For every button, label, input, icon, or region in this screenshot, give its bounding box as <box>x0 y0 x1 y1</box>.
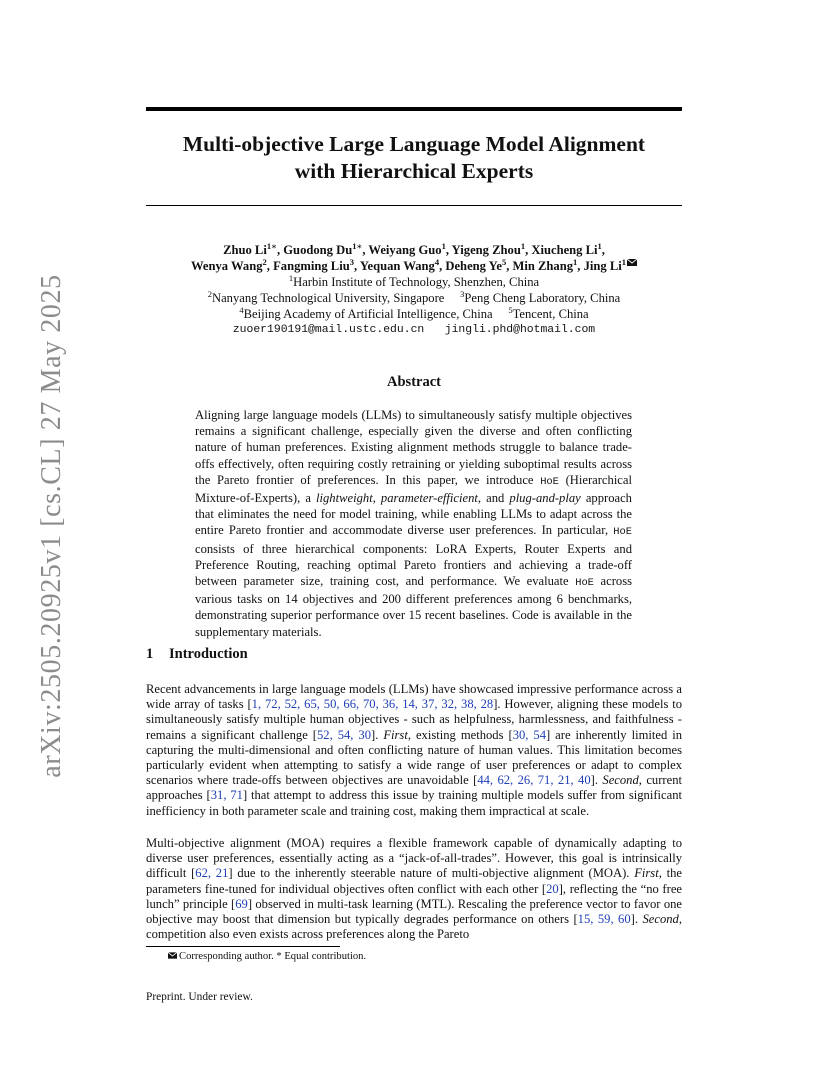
citation-link[interactable]: 1, 72, 52, 65, 50, 66, 70, 36, 14, 37, 32, 38, 28 <box>251 697 494 712</box>
author-affiliation-mark: 4 <box>434 256 440 267</box>
envelope-icon <box>168 952 177 959</box>
arxiv-identifier <box>36 274 67 778</box>
title-line-2: with Hierarchical Experts <box>294 159 534 183</box>
citation-link[interactable]: 69 <box>235 896 248 911</box>
affiliation-mark: 5 <box>508 304 513 315</box>
section-number: 1 <box>146 646 154 662</box>
author-affiliation-mark: 1∗ <box>352 240 363 251</box>
affiliation-mark: 3 <box>460 288 465 299</box>
citation-link[interactable]: 31, 71 <box>210 788 243 803</box>
affiliation-mark: 1 <box>288 272 294 283</box>
author-name: Deheng Ye <box>445 259 502 273</box>
affiliation: Beijing Academy of Artificial Intelligence, China <box>243 307 493 321</box>
author-name: Min Zhang <box>512 259 574 273</box>
citation-link[interactable]: 62, 21 <box>195 866 229 881</box>
author-affiliation-mark: 1 <box>441 240 446 251</box>
author-affiliation-mark: 2 <box>262 256 267 267</box>
author-name: Xiucheng Li <box>531 243 598 257</box>
author-block <box>146 242 682 338</box>
email-address[interactable]: zuoer190191@mail.ustc.edu.cn <box>232 324 425 336</box>
author-row-2: Wenya Wang$^2$, Fangming Liu$^3$, Yequan Wang$^4$, Deheng Ye$^5$, Min Zhang$^1$, Jing Li$^1$ <box>146 258 682 274</box>
author-name: Zhuo Li <box>223 243 267 257</box>
author-name: Jing Li <box>583 259 622 273</box>
email-address[interactable]: jingli.phd@hotmail.com <box>444 324 596 336</box>
footnote-text: Corresponding author. * Equal contribution. <box>179 951 367 962</box>
title-top-rule <box>146 107 682 111</box>
author-affiliation-mark: 1∗ <box>266 240 277 251</box>
paper-title <box>146 131 682 185</box>
intro-paragraph-1: Recent advancements in large language models (LLMs) have showcased impressive performance across a wide array of tasks [1, 72, 52, 65, 50, 66, 70, 36, 14, 37, 32, 38, 28]. However, aligning these models to simultaneously satisfy multiple human objectives - such as helpfulness, harmlessness, and faithfulness - remains a significant challenge [52, 54, 30]. First, existing methods [30, 54] are inherently limited in capturing the multi-dimensional and often conflicting nature of human values. This limitation becomes particularly evident when attempting to satisfy a wide range of user preferences or adapt to complex scenarios where trade-offs between objectives are unavoidable [44, 62, 26, 71, 21, 40]. Second, current approaches [31, 71] that attempt to address this issue by training multiple models suffer from significant inefficiency in both parameter scale and training cost, making them impractical at scale. <box>146 682 683 818</box>
footnote-rule <box>146 946 340 947</box>
abstract-text: Aligning large language models (LLMs) to simultaneously satisfy multiple objectives remains a significant challenge, especially given the diverse and often conflicting nature of human preferences. Existing alignment methods struggle to balance trade-offs effectively, often requiring costly retraining or yielding suboptimal results across the Pareto frontier of preferences. In this paper, we introduce HoE (Hierarchical Mixture-of-Experts), a lightweight, parameter-efficient, and plug-and-play approach that eliminates the need for model training, while enabling LLMs to adapt across the entire Pareto frontier and accommodate diverse user preferences. In particular, HoE consists of three hierarchical components: LoRA Experts, Router Experts and Preference Routing, reaching optimal Pareto frontiers and achieving a trade-off between parameter size, training cost, and performance. We evaluate HoE across various tasks on 14 objectives and 200 different preferences among 6 benchmarks, demonstrating superior performance over 15 recent baselines. Code is available in the supplementary materials. <box>195 408 632 639</box>
author-row-1: Zhuo $Li^{1∗}$, Guodong $Du^{1∗}$, Weiyang Guo$^1$, Yigeng Zhou$^1$, Xiucheng Li$^1$, <box>223 240 605 257</box>
method-name: HoE <box>613 526 632 539</box>
arxiv-identifier-text: arXiv:2505.20925v1 [cs.CL] 27 May 2025 <box>36 274 67 778</box>
envelope-icon <box>627 259 637 266</box>
citation-link[interactable]: 15, 59, 60 <box>577 912 631 927</box>
intro-paragraph-2: Multi-objective alignment (MOA) requires a flexible framework capable of dynamically adapting to diverse user preferences, essentially acting as a “jack-of-all-trades”. However, this goal is intrinsically difficult [62, 21] due to the inherently steerable nature of multi-objective alignment (MOA). First, the parameters fine-tuned for individual objectives often conflict with each other [20], reflecting the “no free lunch” principle [69] observed in multi-task learning (MTL). Rescaling the preference vector to favor one objective may boost that dimension but typically degrades performance on others [15, 59, 60]. Second, competition also even exists across preferences along the Pareto <box>146 836 683 942</box>
author-name: Yigeng Zhou <box>451 243 521 257</box>
affiliation: Nanyang Technological University, Singapore <box>211 291 445 305</box>
section-heading <box>146 646 248 663</box>
author-affiliation-mark: 1 <box>597 240 602 251</box>
citation-link[interactable]: 20 <box>546 881 559 896</box>
affiliation-line-2 <box>146 290 682 306</box>
author-affiliation-mark: 3 <box>349 256 354 267</box>
citation-link[interactable]: 52, 54, 30 <box>316 727 372 742</box>
affiliation-mark: 4 <box>239 304 244 315</box>
author-affiliation-mark: 1 <box>520 240 526 251</box>
author-name: Guodong Du <box>283 243 353 257</box>
title-bottom-rule <box>146 205 682 206</box>
title-line-1: Multi-objective Large Language Model Alignment <box>182 132 646 156</box>
footnote <box>168 950 366 963</box>
author-affiliation-mark: 1 <box>573 256 578 267</box>
author-name: Yequan Wang <box>359 259 435 273</box>
affiliation: Tencent, China <box>512 307 589 321</box>
affiliation: Harbin Institute of Technology, Shenzhen, China <box>293 275 540 289</box>
email-line <box>146 322 682 338</box>
citation-link[interactable]: 30, 54 <box>512 727 547 742</box>
citation-link[interactable]: 44, 62, 26, 71, 21, 40 <box>477 773 591 788</box>
affiliation-mark: 2 <box>207 288 212 299</box>
affiliation: Peng Cheng Laboratory, China <box>464 291 621 305</box>
author-affiliation-mark: 1 <box>621 256 626 267</box>
author-affiliation-mark: 5 <box>501 256 507 267</box>
author-name: Weiyang Guo <box>368 243 442 257</box>
abstract-heading: Abstract <box>387 374 441 390</box>
method-name: HoE <box>540 475 559 488</box>
author-name: Fangming Liu <box>273 259 350 273</box>
method-name: HoE <box>575 577 594 590</box>
affiliation-line-1 <box>146 274 682 290</box>
author-name: Wenya Wang <box>191 259 263 273</box>
preprint-notice: Preprint. Under review. <box>146 991 253 1003</box>
affiliation-line-3 <box>146 306 682 322</box>
section-title: Introduction <box>169 646 248 662</box>
